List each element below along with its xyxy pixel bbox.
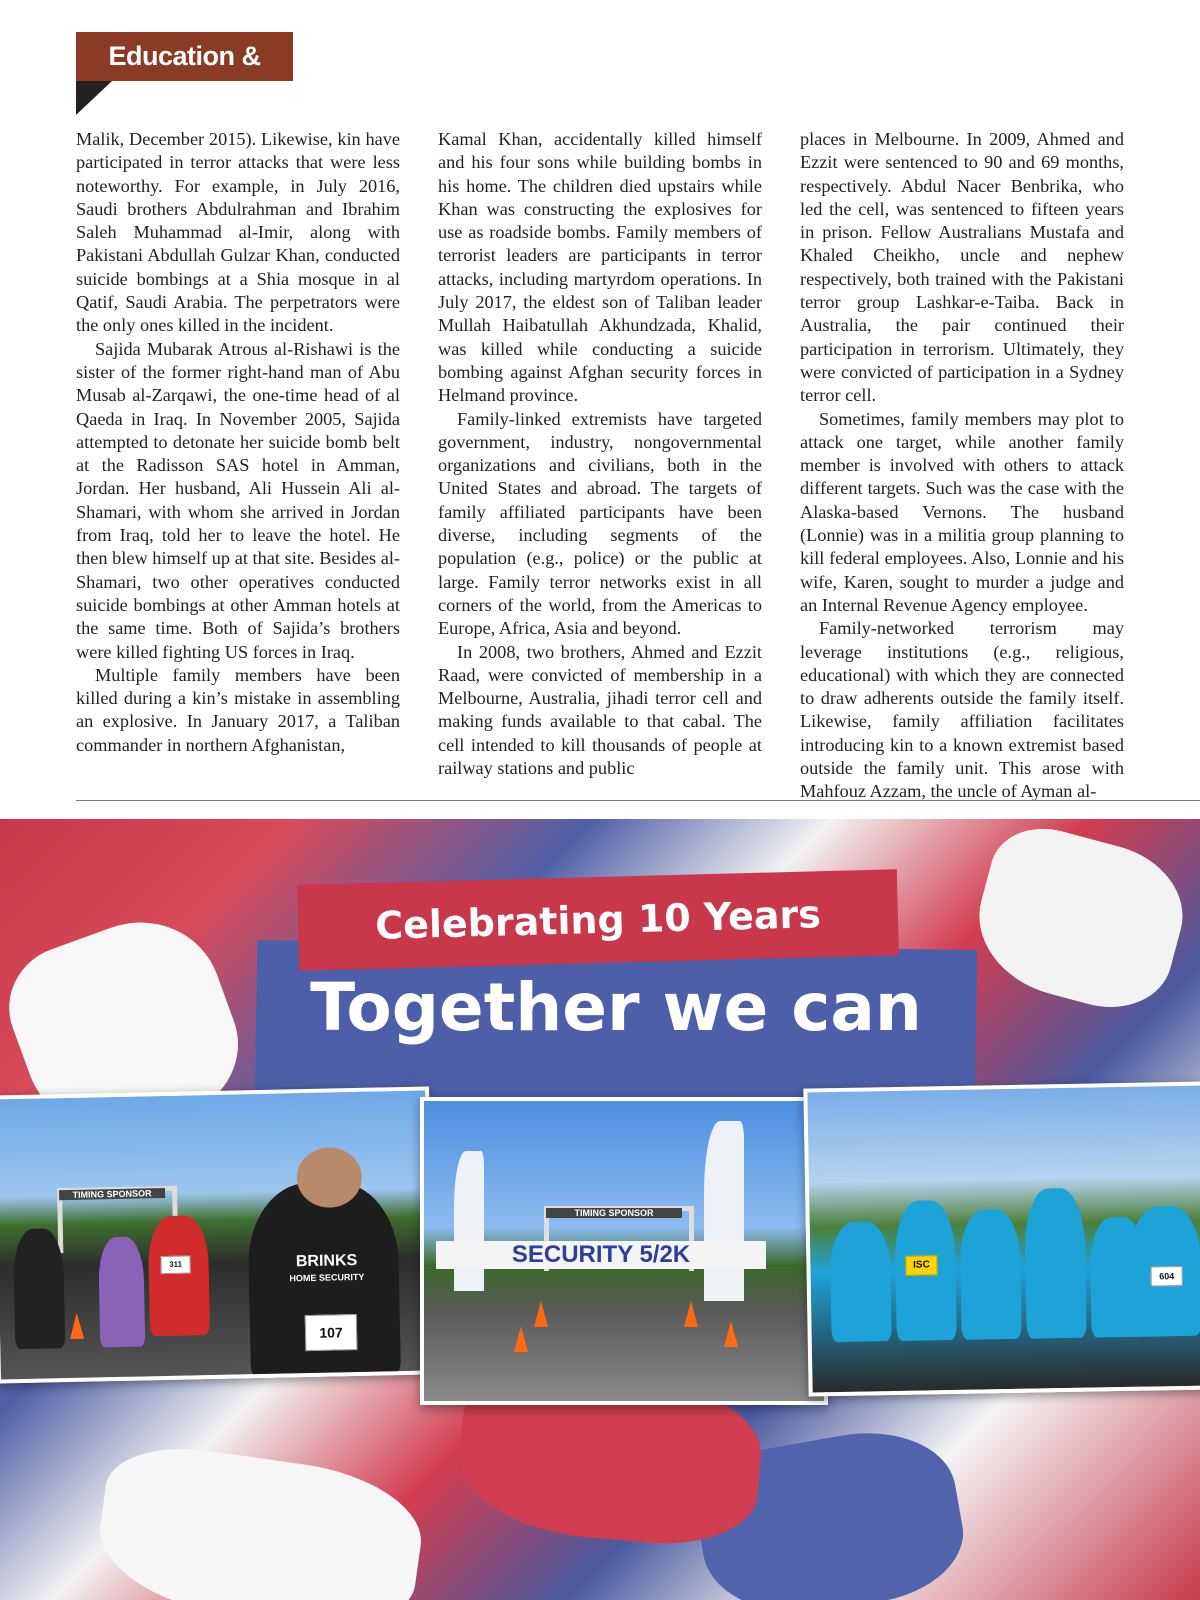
- race-photo-team: [803, 1081, 1200, 1396]
- paragraph: Kamal Khan, accidentally killed himself and his four sons while building bombs in his home. The children died upstairs while Khan was constructing the explosives for use as roadside bombs. Family members of terrorist leaders are participants in terror attacks, including martyrdom operations. In July 2017, the eldest son of Taliban leader Mullah Haibatullah Akhundzada, Khalid, was killed while conducting a suicide bombing against Afghan security forces in Helmand province.: [438, 129, 762, 406]
- section-divider: [76, 800, 1200, 801]
- runner: [13, 1228, 66, 1349]
- race-bib: 311: [160, 1255, 190, 1274]
- shirt-logo: ISC: [905, 1255, 937, 1276]
- paragraph: Multiple family members have been killed during a kin’s mistake in assembling an explosive. In January 2017, a Taliban commander in northern Afghanistan,: [76, 664, 400, 755]
- team-member: [1024, 1188, 1087, 1339]
- paragraph: Family-networked terrorism may leverage institutions (e.g., religious, educational) with which they are connected to draw adherents outside the family itself. Likewise, family affiliation facilitates introducing kin to a known extremist based outside the family unit. This arose with Mahfouz Azzam, the uncle of Ayman al-: [800, 618, 1124, 802]
- traffic-cone: [684, 1301, 698, 1327]
- paragraph: places in Melbourne. In 2009, Ahmed and Ezzit were sentenced to 90 and 69 months, respectively. Abdul Nacer Benbrika, who led the cell, was sentenced to fifteen years in prison. Fellow Australians Mustafa and Khaled Cheikho, uncle and nephew respectively, both trained with the Pakistani terror group Lashkar-e-Taiba. Back in Australia, the pair continued their participation in terrorism. Ultimately, they were convicted of participation in a Sydney terror cell.: [800, 129, 1124, 406]
- feather-flag: [704, 1121, 744, 1301]
- banner-headline: Together we can: [310, 969, 922, 1046]
- race-bib: 604: [1151, 1266, 1183, 1287]
- arch-label: TIMING SPONSOR: [59, 1188, 165, 1200]
- advertisement: [0, 819, 1200, 1600]
- race-photo-runners: [0, 1086, 435, 1383]
- team-member: [959, 1209, 1021, 1340]
- event-banner: SECURITY 5/2K: [436, 1241, 766, 1269]
- paragraph: Malik, December 2015). Likewise, kin have participated in terror attacks that were less noteworthy. For example, in July 2016, Saudi brothers Abdulrahman and Ibrahim Saleh Muhammad al-Imir, along with Pakistani Abdullah Gulzar Khan, conducted suicide bombings at a Shia mosque in al Qatif, Saudi Arabia. The perpetrators were the only ones killed in the incident.: [76, 129, 400, 336]
- race-photo-start-line: [420, 1097, 828, 1405]
- shirt-subtext: HOME SECURITY: [289, 1271, 365, 1284]
- traffic-cone: [724, 1321, 738, 1347]
- traffic-cone: [514, 1326, 528, 1352]
- arch-label: TIMING SPONSOR: [546, 1208, 682, 1218]
- runner: [98, 1236, 145, 1347]
- feather-flag: [454, 1151, 484, 1291]
- shirt-logo: BRINKS: [295, 1251, 358, 1271]
- traffic-cone: [534, 1301, 548, 1327]
- article-column-2: [438, 128, 762, 780]
- paragraph: Family-linked extremists have targeted government, industry, nongovernmental organizations and civilians, both in the United States and abroad. The targets of family affiliated participants have been diverse, including segments of the population (e.g., police) or the public at large. Family terror networks exist in all corners of the world, from the Americas to Europe, Africa, Asia and beyond.: [438, 408, 762, 639]
- runner: [148, 1215, 210, 1336]
- article-column-3: [800, 128, 1124, 804]
- section-label: Education & Training: [76, 32, 293, 81]
- traffic-cone: [70, 1313, 85, 1339]
- section-tab-pointer: [76, 81, 112, 115]
- banner-celebrating: Celebrating 10 Years: [297, 869, 899, 971]
- paper-scrap: [963, 819, 1198, 1022]
- paragraph: Sometimes, family members may plot to attack one target, while another family member is involved with others to attack different targets. Such was the case with the Alaska-based Vernons. The husband (Lonnie) was in a militia group planning to kill federal employees. Also, Lonnie and his wife, Karen, sought to murder a judge and an Internal Revenue Agency employee.: [800, 408, 1124, 615]
- paragraph: Sajida Mubarak Atrous al-Rishawi is the sister of the former right-hand man of Abu Musab al-Zarqawi, the one-time head of al Qaeda in Iraq. In November 2005, Sajida attempted to detonate her suicide bomb belt at the Radisson SAS hotel in Amman, Jordan. Her husband, Ali Hussein Ali al-Shamari, with whom she arrived in Jordan from Iraq, told her to leave the hotel. He then blew himself up at that site. Besides al-Shamari, two other operatives conducted suicide bombings at other Amman hotels at the same time. Both of Sajida’s brothers were killed fighting US forces in Iraq.: [76, 338, 400, 662]
- team-member: [830, 1221, 892, 1342]
- race-bib: 107: [305, 1314, 358, 1351]
- paragraph: In 2008, two brothers, Ahmed and Ezzit Raad, were convicted of membership in a Melbourne, Australia, jihadi terror cell and making funds available to that cabal. The cell intended to kill thousands of people at railway stations and public: [438, 641, 762, 779]
- article-column-1: [76, 128, 400, 757]
- paper-scrap: [90, 1438, 429, 1600]
